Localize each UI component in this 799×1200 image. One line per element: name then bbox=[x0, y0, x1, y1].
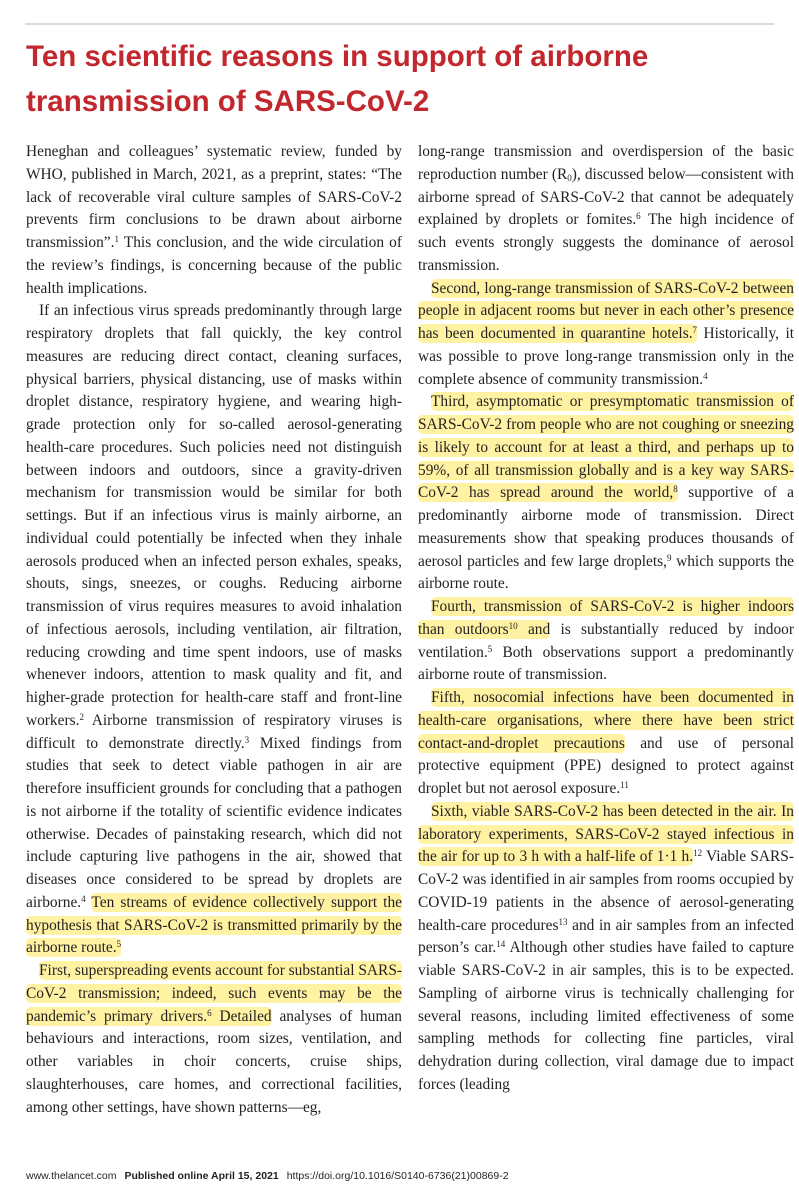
body-text: supportive of a predominantly airborne mode of transmission. Direct measurements show that speaking produces thousands of aerosol particles and few large droplets, bbox=[418, 484, 794, 570]
page-footer bbox=[26, 1170, 786, 1182]
top-rule bbox=[25, 23, 774, 25]
body-text: Airborne transmission of respiratory viruses is difficult to demonstrate directly. bbox=[26, 711, 402, 752]
paragraph-reason-six bbox=[418, 801, 794, 1097]
body-text: The high incidence of such events strongly suggests the dominance of aerosol transmission. bbox=[418, 211, 794, 274]
highlighted-span: Fourth, transmission of SARS-CoV-2 is higher indoors than outdoors bbox=[418, 598, 794, 638]
reference-superscript[interactable]: 12 bbox=[693, 848, 703, 859]
body-text: Heneghan and colleagues’ systematic review, funded by WHO, published in March, 2021, as a preprint, states: “The lack of recoverable viral culture samples of SARS-CoV-2 prevents firm conclusions to be drawn about airborne transmission”. bbox=[26, 143, 402, 251]
article-title: Ten scientific reasons in support of airborne transmission of SARS-CoV-2 bbox=[26, 40, 649, 118]
body-text: This conclusion, and the wide circulation of the review’s findings, is concerning because of the public health implications. bbox=[26, 234, 402, 297]
reference-superscript[interactable]: 6 bbox=[207, 1007, 212, 1018]
highlighted-span: and bbox=[517, 620, 551, 638]
body-text: If an infectious virus spreads predominantly through large respiratory droplets that fall quickly, the key control measures are reducing direct contact, cleaning surfaces, physical barriers, physical distancing, use of masks within droplet distance, respiratory hygiene, and wearing high-grade protection only for so-called aerosol-generating health-care procedures. Such policies need not distinguish between indoors and outdoors, since a gravity-driven mechanism for transmission would be similar for both settings. But if an infectious virus is mainly airborne, an individual could potentially be infected when they inhale aerosols produced when an infected person exhales, speaks, shouts, sings, sneezes, or coughs. Reducing airborne transmission of virus requires measures to avoid inhalation of infectious aerosols, including ventilation, air filtration, reducing crowding and time spent indoors, use of masks whenever indoors, attention to mask quality and fit, and higher-grade protection for health-care staff and front-line workers. bbox=[26, 302, 402, 729]
reference-superscript[interactable]: 9 bbox=[666, 552, 672, 563]
reference-superscript[interactable]: 3 bbox=[244, 734, 250, 745]
reference-superscript[interactable]: 14 bbox=[496, 939, 506, 950]
body-text: ), discussed below—consistent with airborne spread of SARS-CoV-2 that cannot be adequately explained by droplets or fomites. bbox=[418, 165, 794, 229]
body-text: analyses of human behaviours and interactions, room sizes, ventilation, and other variables in choir concerts, cruise ships, slaughterhouses, care homes, and correctional facilities, among other settings, have shown patterns—eg, bbox=[26, 1007, 402, 1116]
reference-superscript[interactable]: 10 bbox=[508, 620, 518, 631]
body-text: and in air samples from an infected person’s car. bbox=[418, 916, 795, 957]
body-text: Mixed findings from studies that seek to detect viable pathogen in air are therefore insufficient grounds for concluding that a pathogen is not airborne if the totality of scientific evidence indicates otherwise. Decades of painstaking research, which did not include capturing live pathogens in the air, showed that diseases once considered to be spread by droplets are airborne. bbox=[26, 734, 403, 911]
body-text: Viable SARS-CoV-2 was identified in air samples from rooms occupied by COVID-19 patients in the absence of aerosol-generating health-care procedures bbox=[418, 848, 794, 934]
reference-superscript[interactable]: 4 bbox=[81, 893, 86, 904]
highlighted-span: Ten streams of evidence collectively support the hypothesis that SARS-CoV-2 is transmitted primarily by the airborne route. bbox=[26, 893, 402, 957]
reference-superscript[interactable]: 8 bbox=[673, 484, 678, 495]
highlighted-span: Detailed bbox=[211, 1007, 272, 1025]
reference-superscript[interactable]: 7 bbox=[692, 325, 698, 335]
paragraph-background bbox=[26, 300, 402, 960]
subscript: 0 bbox=[567, 172, 572, 183]
paragraph-continued bbox=[418, 141, 794, 278]
highlighted-span: Third, asymptomatic or presymptomatic transmission of SARS-CoV-2 from people who are not coughing or sneezing is likely to account for at least a third, and perhaps up to 59%, of all transmission globally and is a key way SARS-CoV-2 has spread around the world, bbox=[418, 393, 794, 502]
reference-superscript[interactable]: 4 bbox=[703, 370, 708, 381]
footer-site-link[interactable]: www.thelancet.com bbox=[26, 1170, 117, 1182]
reference-superscript[interactable]: 5 bbox=[487, 643, 493, 654]
reference-superscript[interactable]: 11 bbox=[620, 780, 629, 790]
paragraph-reason-three bbox=[418, 391, 794, 596]
left-column bbox=[26, 141, 402, 1119]
highlighted-span: Fifth, nosocomial infections have been documented in health-care organisations, where there have been strict contact-and-droplet precautions bbox=[418, 689, 794, 752]
highlighted-span: First, superspreading events account for substantial SARS-CoV-2 transmission; indeed, such events may be the pandemic’s primary drivers. bbox=[26, 962, 402, 1025]
body-text: long-range transmission and overdispersion of the basic reproduction number (R bbox=[418, 143, 794, 183]
body-text: and use of personal protective equipment (PPE) designed to protect against droplet but not aerosol exposure. bbox=[418, 734, 795, 797]
paragraph-reason-one bbox=[26, 960, 402, 1119]
reference-superscript[interactable]: 1 bbox=[114, 234, 119, 244]
body-text: which supports the airborne route. bbox=[418, 552, 794, 593]
reference-superscript[interactable]: 2 bbox=[79, 711, 84, 722]
footer-doi-link[interactable]: https://doi.org/10.1016/S0140-6736(21)00869-2 bbox=[286, 1170, 509, 1182]
highlighted-span: Second, long-range transmission of SARS-CoV-2 between people in adjacent rooms but never in each other’s presence has been documented in quarantine hotels. bbox=[418, 279, 794, 342]
reference-superscript[interactable]: 13 bbox=[558, 916, 568, 927]
body-text: Historically, it was possible to prove long-range transmission only in the complete absence of community transmission. bbox=[418, 325, 794, 388]
paragraph-reason-five bbox=[418, 687, 794, 801]
footer-published-date: Published online April 15, 2021 bbox=[124, 1170, 279, 1182]
highlighted-span: Sixth, viable SARS-CoV-2 has been detected in the air. In laboratory experiments, SARS-CoV-2 stayed infectious in the air for up to 3 h with a half-life of 1·1 h. bbox=[418, 802, 794, 866]
paragraph-reason-two bbox=[418, 278, 794, 392]
paragraph-reason-four bbox=[418, 596, 794, 687]
body-text: Both observations support a predominantly airborne route of transmission. bbox=[418, 643, 794, 684]
paragraph-intro bbox=[26, 141, 402, 300]
reference-superscript[interactable]: 5 bbox=[116, 939, 122, 950]
right-column bbox=[418, 141, 794, 1097]
body-text: Although other studies have failed to capture viable SARS-CoV-2 in air samples, this is to be expected. Sampling of airborne virus is technically challenging for several reasons, including limited effectiveness of some sampling methods for collecting fine particles, viral dehydration during collection, viral damage due to impact forces (leading bbox=[418, 939, 794, 1093]
reference-superscript[interactable]: 6 bbox=[636, 211, 641, 222]
body-text: is substantially reduced by indoor ventilation. bbox=[418, 620, 794, 661]
